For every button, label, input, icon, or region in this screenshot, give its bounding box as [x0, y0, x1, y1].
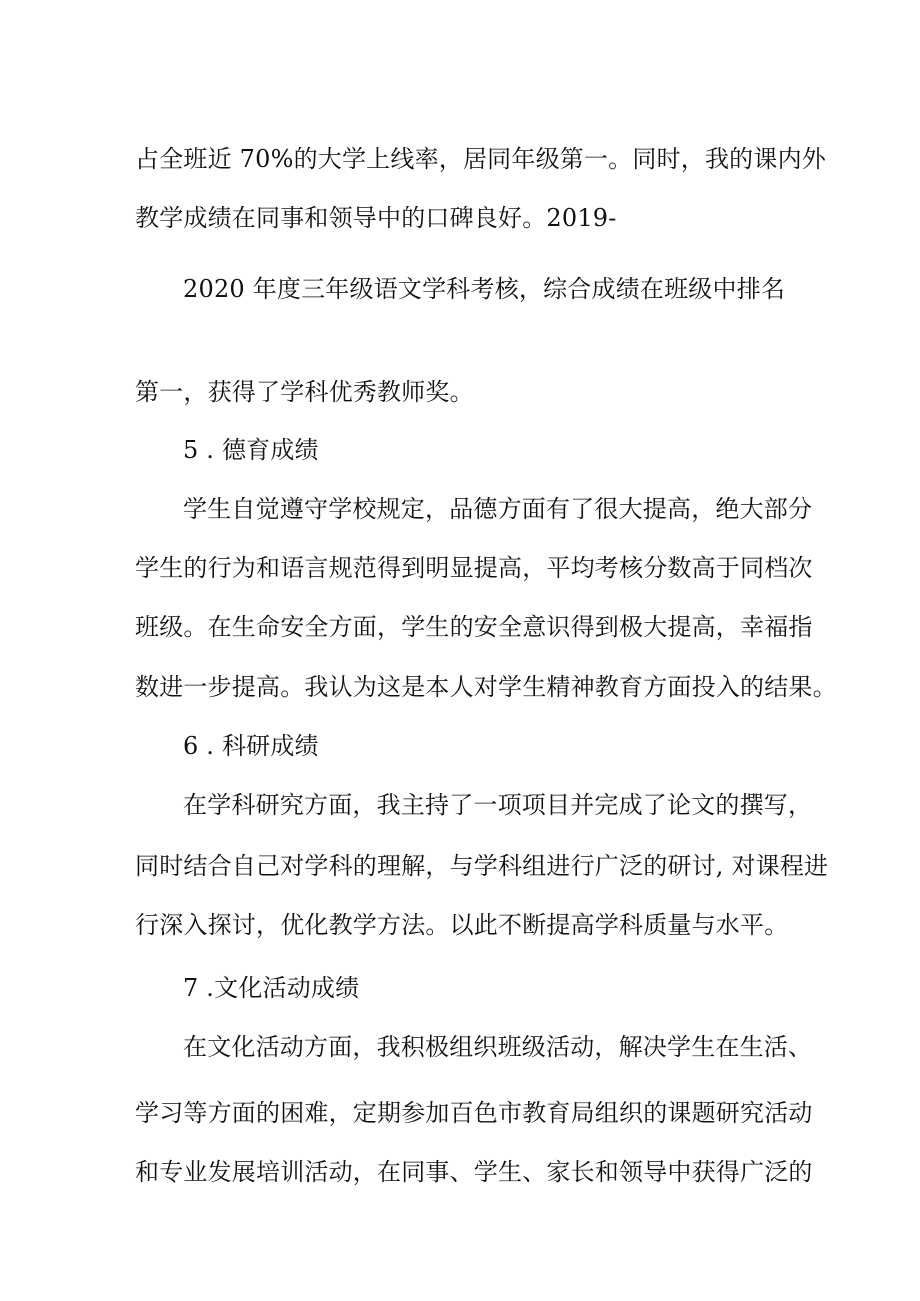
text-line-17: 和专业发展培训活动，在同事、学生、家长和领导中获得广泛的 [135, 1158, 813, 1186]
text-line-8: 班级。在生命安全方面，学生的安全意识得到极大提高，幸福指 [135, 613, 813, 641]
text-line-4: 第一，获得了学科优秀教师奖。 [135, 378, 474, 406]
text-line-11: 在学科研究方面，我主持了一项项目并完成了论文的撰写， [183, 791, 813, 819]
text-line-15: 在文化活动方面，我积极组织班级活动，解决学生在生活、 [183, 1033, 813, 1061]
text-line-16: 学习等方面的困难，定期参加百色市教育局组织的课题研究活动 [135, 1099, 813, 1127]
text-line-12: 同时结合自己对学科的理解，与学科组进行广泛的研讨, 对课程进 [135, 852, 829, 880]
text-line-7: 学生的行为和语言规范得到明显提高，平均考核分数高于同档次 [135, 554, 813, 582]
section-heading-7: 7 .文化活动成绩 [183, 974, 360, 1002]
section-heading-5: 5 . 德育成绩 [183, 436, 319, 464]
text-line-9: 数进一步提高。我认为这是本人对学生精神教育方面投入的结果。 [135, 673, 837, 701]
text-line-2: 教学成绩在同事和领导中的口碑良好。2019- [135, 204, 617, 232]
section-heading-6: 6 . 科研成绩 [183, 732, 319, 760]
text-line-3: 2020 年度三年级语文学科考核，综合成绩在班级中排名 [183, 275, 786, 303]
text-line-1: 占全班近 70%的大学上线率，居同年级第一。同时，我的课内外 [135, 145, 826, 173]
text-line-6: 学生自觉遵守学校规定，品德方面有了很大提高，绝大部分 [183, 495, 813, 523]
text-line-13: 行深入探讨，优化教学方法。以此不断提高学科质量与水平。 [135, 911, 789, 939]
